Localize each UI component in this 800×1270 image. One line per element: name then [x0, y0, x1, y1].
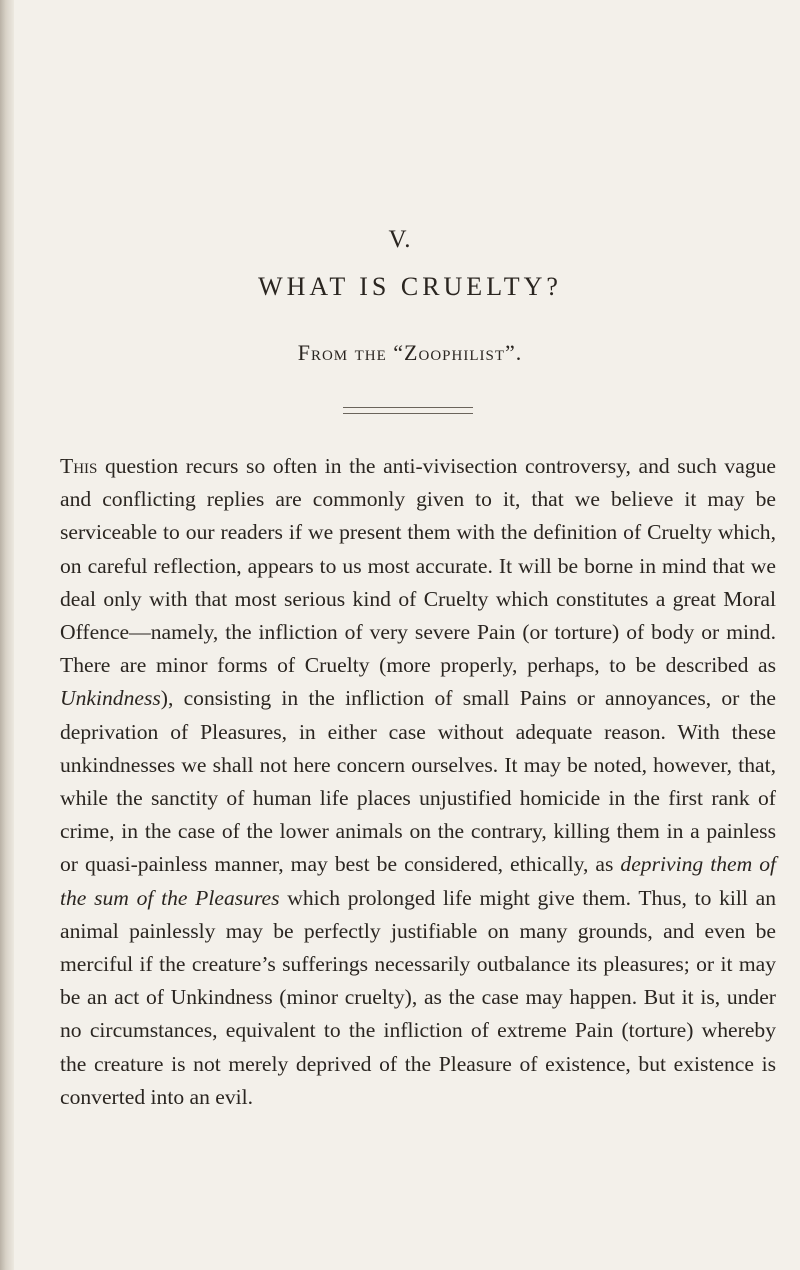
chapter-number: V.	[388, 226, 412, 253]
italic-phrase-depriving: depriving them of the sum of the Pleasures	[60, 852, 776, 910]
paragraph-segment: question recurs so often in the anti-vivisection controversy, and such vague and conflicting replies are commonly given to it, that we believe it may be serviceable to our readers if we present them with the definition of Cruelty which, on careful reflection, appears to us most accurate. It will be borne in mind that we deal only with that most serious kind of Cruelty which constitutes a great Moral Offence—namely, the infliction of very severe Pain (or torture) of body or mind. There are minor forms of Cruelty (more properly, perhaps, to be described as	[60, 454, 776, 678]
page-gutter-shadow	[0, 0, 14, 1270]
source-attribution: From the “Zoophilist”.	[297, 340, 523, 365]
body-paragraph	[60, 450, 776, 1114]
paragraph-segment: which prolonged life might give them. Thus, to kill an animal painlessly may be perfectly justifiable on many grounds, and even be merciful if the creature’s sufferings necessarily outbalance its pleasures; or it may be an act of Unkindness (minor cruelty), as the case may happen. But it is, under no circumstances, equivalent to the infliction of extreme Pain (torture) whereby the creature is not merely deprived of the Pleasure of existence, but existence is converted into an evil.	[60, 885, 776, 1109]
lead-word: This	[60, 454, 98, 478]
title-divider	[343, 407, 473, 414]
italic-term-unkindness: Unkindness	[60, 686, 161, 711]
chapter-title: WHAT IS CRUELTY?	[258, 272, 562, 301]
paragraph-segment: ), consisting in the infliction of small Pains or annoyances, or the deprivation of Pleasures, in either case without adequate reason. With these unkindnesses we shall not here concern ourselves. It may be noted, however, that, while the sanctity of human life places unjustified homicide in the first rank of crime, in the case of the lower animals on the contrary, killing them in a painless or quasi-painless manner, may best be considered, ethically, as	[60, 686, 776, 877]
